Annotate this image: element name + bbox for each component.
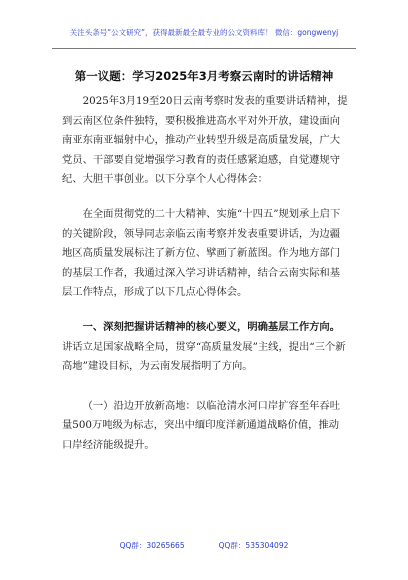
qq-group-2: QQ群：535304092 — [218, 541, 289, 550]
header-divider — [52, 48, 356, 49]
intro-paragraph: 2025年3月19至20日云南考察时发表的重要讲话精神，提到云南区位条件独特，要积极推进高水平对外开放，建设面向南亚东南亚辐射中心，推动产业转型升级是高质量发展，广大党员、干部要自觉增强学习教育的责任感紧迫感，自觉遵规守纪、大胆干事创业。以下分享个人心得体会： — [62, 95, 348, 186]
header-banner: 关注头条号“公文研究”，获得最新最全最专业的公文资料库！ 微信：gongwenyj — [69, 28, 339, 37]
footer-contacts — [0, 540, 408, 551]
context-paragraph: 在全面贯彻党的二十大精神、实施“十四五”规划承上启下的关键阶段，领导同志亲临云南考察并发表重要讲话，为边疆地区高质量发展标注了新方位、擘画了新蓝图。作为地方部门的基层工作者，我通过深入学习讲话精神，结合云南实际和基层工作特点，形成了以下几点心得体会。 — [62, 207, 341, 299]
list-item: （一）沿边开放新高地：以临沧清水河口岸扩容至年吞吐量500万吨级为标志，突出中缅印度洋新通道战略价值，推动口岸经济能级提升。 — [62, 399, 341, 451]
qq-group-1: QQ群：30265665 — [119, 541, 185, 550]
section-heading: 一、深刻把握讲话精神的核心要义，明确基层工作方向。 — [82, 320, 341, 333]
document-title: 第一议题：学习2025年3月考察云南时的讲话精神 — [74, 69, 334, 83]
section-paragraph: 讲话立足国家战略全局，贯穿“高质量发展”主线，提出“三个新高地”建设目标，为云南发展指明了方向。 — [62, 340, 346, 373]
document-body — [62, 92, 348, 456]
